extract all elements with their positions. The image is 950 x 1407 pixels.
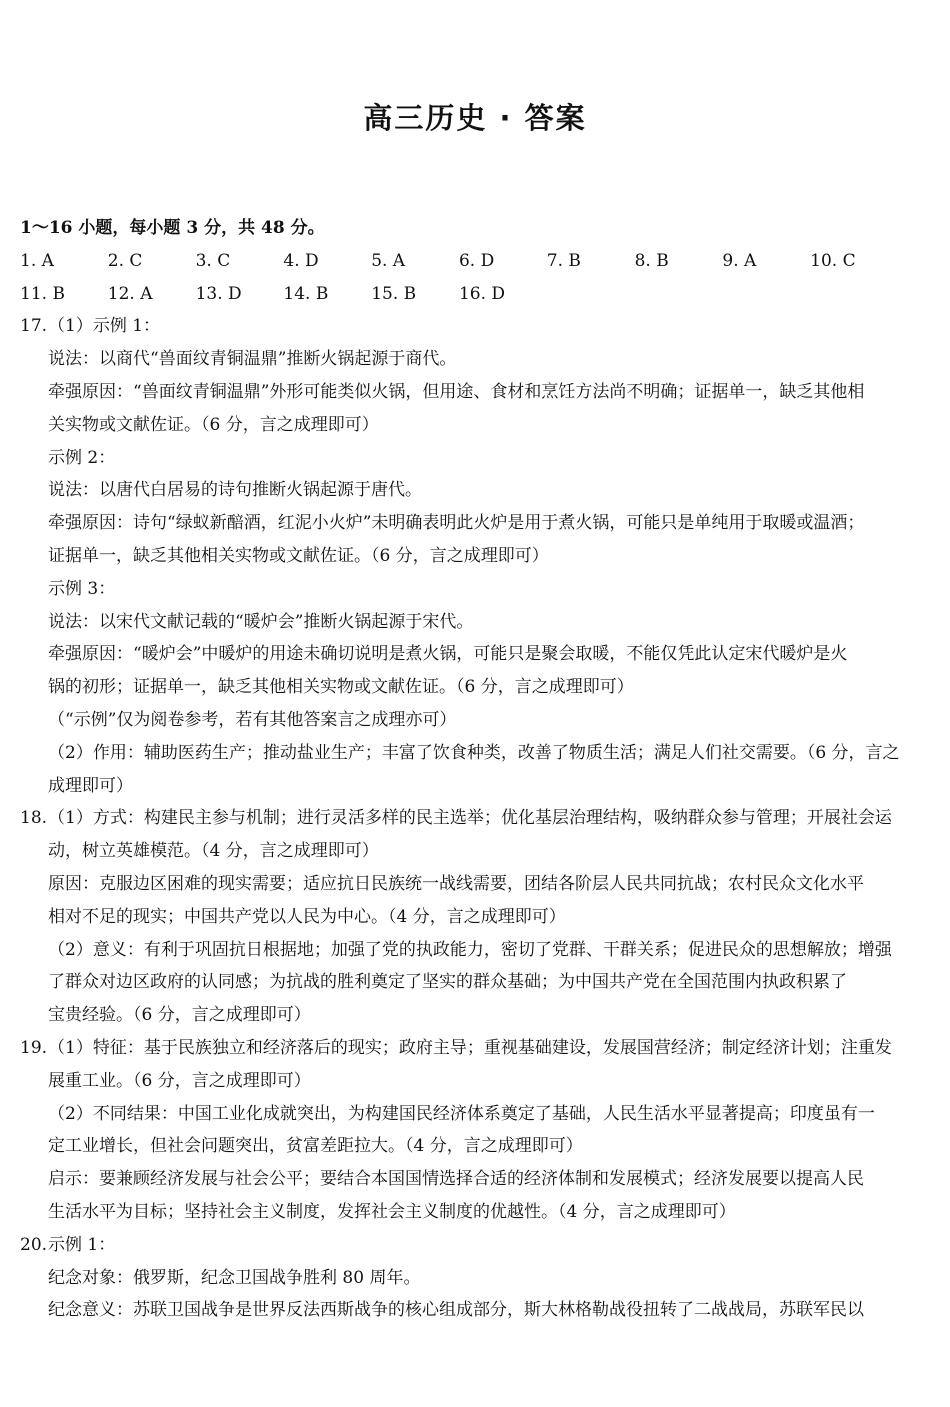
answer-item: 2. C bbox=[107, 250, 143, 271]
answer-item: 15. B bbox=[371, 283, 417, 304]
answer-line: 展重工业。（6 分，言之成理即可） bbox=[48, 1070, 311, 1091]
answer-line: 关实物或文献佐证。（6 分，言之成理即可） bbox=[48, 414, 379, 435]
question-number: 18. bbox=[20, 808, 48, 829]
answer-line: 牵强原因：诗句“绿蚁新醅酒，红泥小火炉”未明确表明此火炉是用于煮火锅，可能只是单纯用于取暖或温酒； bbox=[48, 513, 865, 534]
answer-line: 说法：以商代“兽面纹青铜温鼎”推断火锅起源于商代。 bbox=[48, 349, 457, 370]
answer-line: 说法：以宋代文献记载的“暖炉会”推断火锅起源于宋代。 bbox=[48, 611, 474, 632]
answer-line: 定工业增长，但社会问题突出，贫富差距拉大。（4 分，言之成理即可） bbox=[48, 1136, 583, 1157]
answer-row-2 bbox=[20, 278, 930, 311]
answer-item: 4. D bbox=[283, 250, 319, 271]
answer-line: 锅的初形；证据单一，缺乏其他相关实物或文献佐证。（6 分，言之成理即可） bbox=[48, 677, 634, 698]
answer-item: 1. A bbox=[20, 250, 54, 271]
answer-line: 原因：克服边区困难的现实需要；适应抗日民族统一战线需要，团结各阶层人民共同抗战；农村民众文化水平 bbox=[48, 873, 864, 894]
answer-item: 3. C bbox=[195, 250, 231, 271]
question-18 bbox=[20, 802, 930, 1032]
answer-item: 5. A bbox=[371, 250, 406, 271]
answer-content bbox=[20, 212, 930, 1327]
answer-line: 证据单一，缺乏其他相关实物或文献佐证。（6 分，言之成理即可） bbox=[48, 545, 549, 566]
page-title: 高三历史 · 答案 bbox=[363, 101, 587, 135]
answer-item: 16. D bbox=[458, 283, 506, 304]
answer-item: 10. C bbox=[810, 250, 856, 271]
answer-item: 8. B bbox=[634, 250, 669, 271]
question-20 bbox=[20, 1229, 930, 1327]
section-intro: 1～16 小题，每小题 3 分，共 48 分。 bbox=[20, 218, 325, 238]
answer-line: 动，树立英雄模范。（4 分，言之成理即可） bbox=[48, 841, 379, 862]
answer-item: 14. B bbox=[283, 283, 329, 304]
answer-item: 12. A bbox=[107, 283, 153, 304]
answer-line: （2）不同结果：中国工业化成就突出，为构建国民经济体系奠定了基础，人民生活水平显著提高；印度虽有一 bbox=[48, 1103, 875, 1124]
answer-line: （1）特征：基于民族独立和经济落后的现实；政府主导；重视基础建设，发展国营经济；制定经济计划；注重发 bbox=[48, 1037, 892, 1058]
question-number: 20. bbox=[20, 1234, 48, 1255]
answer-line: 启示：要兼顾经济发展与社会公平；要结合本国国情选择合适的经济体制和发展模式；经济发展要以提高人民 bbox=[48, 1169, 864, 1190]
question-17 bbox=[20, 310, 930, 802]
answer-line: 牵强原因：“兽面纹青铜温鼎”外形可能类似火锅，但用途、食材和烹饪方法尚不明确；证据单一，缺乏其他相 bbox=[48, 381, 865, 402]
answer-line: （1）示例 1： bbox=[48, 316, 161, 337]
answer-line: 纪念意义：苏联卫国战争是世界反法西斯战争的核心组成部分，斯大林格勒战役扭转了二战战局，苏联军民以 bbox=[48, 1300, 864, 1321]
answer-line: （1）方式：构建民主参与机制；进行灵活多样的民主选举；优化基层治理结构，吸纳群众参与管理；开展社会运 bbox=[48, 808, 892, 829]
question-19 bbox=[20, 1032, 930, 1229]
answer-item: 7. B bbox=[546, 250, 581, 271]
answer-item: 13. D bbox=[195, 283, 242, 304]
answer-line: （2）意义：有利于巩固抗日根据地；加强了党的执政能力，密切了党群、干群关系；促进民众的思想解放；增强 bbox=[48, 939, 892, 960]
answer-line: 了群众对边区政府的认同感；为抗战的胜利奠定了坚实的群众基础；为中国共产党在全国范围内执政积累了 bbox=[48, 972, 847, 993]
answer-line: 说法：以唐代白居易的诗句推断火锅起源于唐代。 bbox=[48, 480, 422, 501]
answer-line: 示例 1： bbox=[48, 1234, 116, 1255]
answer-line: 牵强原因：“暖炉会”中暖炉的用途未确切说明是煮火锅，可能只是聚会取暖，不能仅凭此认定宋代暖炉是火 bbox=[48, 644, 848, 665]
answer-item: 11. B bbox=[20, 283, 65, 304]
answer-line: 生活水平为目标；坚持社会主义制度，发挥社会主义制度的优越性。（4 分，言之成理即可） bbox=[48, 1201, 736, 1222]
answer-item: 6. D bbox=[458, 250, 495, 271]
answer-line: 示例 2： bbox=[48, 447, 116, 468]
question-number: 17. bbox=[20, 316, 48, 337]
answer-line: 示例 3： bbox=[48, 578, 116, 599]
answer-line: 成理即可） bbox=[48, 775, 133, 796]
answer-line: （2）作用：辅助医药生产；推动盐业生产；丰富了饮食种类，改善了物质生活；满足人们社交需要。（6 分，言之 bbox=[48, 742, 900, 763]
answer-line: 纪念对象：俄罗斯，纪念卫国战争胜利 80 周年。 bbox=[48, 1267, 421, 1288]
answer-line: 宝贵经验。（6 分，言之成理即可） bbox=[48, 1005, 311, 1026]
question-number: 19. bbox=[20, 1037, 48, 1058]
answer-line: （“示例”仅为阅卷参考，若有其他答案言之成理亦可） bbox=[48, 709, 457, 730]
answer-line: 相对不足的现实；中国共产党以人民为中心。（4 分，言之成理即可） bbox=[48, 906, 566, 927]
answer-item: 9. A bbox=[722, 250, 757, 271]
answer-row-1 bbox=[20, 245, 930, 278]
